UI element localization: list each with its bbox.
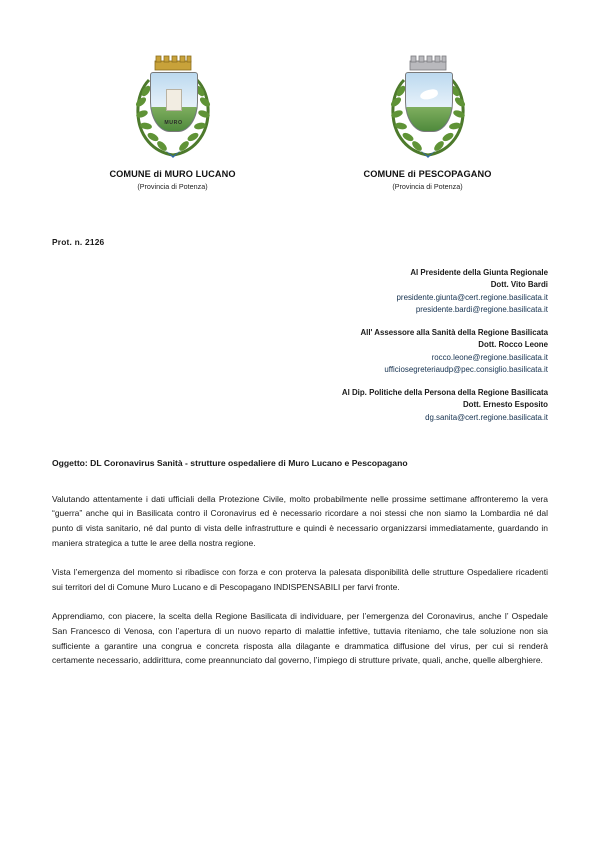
addressee-block [52,267,548,316]
mural-crown-icon [153,55,193,71]
pescopagano-coat-of-arms-icon [382,55,474,160]
protocol-number: Prot. n. 2126 [52,237,105,247]
addressee-email[interactable]: presidente.giunta@cert.regione.basilicata.it [396,292,548,302]
addressee-email[interactable]: presidente.bardi@regione.basilicata.it [415,304,548,314]
addressee-email[interactable]: ufficiosegreteriaudp@pec.consiglio.basilicata.it [384,364,548,374]
comune-title-muro-lucano: COMUNE di MURO LUCANO [109,169,236,179]
addressee-role: Al Dip. Politiche della Persona della Regione Basilicata [341,388,548,397]
addressee-email[interactable]: dg.sanita@cert.regione.basilicata.it [425,412,548,422]
addressee-block [52,327,548,376]
addressee-name: Dott. Rocco Leone [478,340,548,350]
shield [405,72,451,130]
comune-province-muro-lucano: (Provincia di Potenza) [137,182,208,191]
addressee-block [52,387,548,424]
letter-body [52,492,548,668]
muro-lucano-coat-of-arms-icon [127,55,219,160]
body-paragraph: Valutando attentamente i dati ufficiali della Protezione Civile, molto probabilmente nelle prossime settimane affronteremo la vera “guerra” anche qui in Basilicata contro il Coronavirus ed è necessario ricordare a noi stessi che non siamo la Lombardia né dal punto di vista sanitario, né dal punto di vista delle infrastrutture e quindi è necessario organizzarsi immediatamente, guardando in maniera strategica a tutte le aree della nostra regione. [52,493,548,548]
addressee-list [52,267,548,424]
addressee-role: Al Presidente della Giunta Regionale [410,268,548,277]
body-paragraph: Vista l’emergenza del momento si ribadisce con forza e con proterva la palesata disponibilità delle strutture Ospedaliere ricadenti sui territori del di Comune Muro Lucano e di Pescopagano INDISPENSABILI per farvi fronte. [52,567,548,592]
shield [150,72,196,130]
crest-block-muro-lucano [80,55,265,191]
comune-title-pescopagano: COMUNE di PESCOPAGANO [363,169,492,179]
letterhead [52,0,548,191]
addressee-name: Dott. Vito Bardi [490,280,548,290]
addressee-name: Dott. Ernesto Esposito [462,400,548,410]
addressee-role: All' Assessore alla Sanità della Regione Basilicata [360,328,548,337]
crest-block-pescopagano [335,55,520,191]
mural-crown-icon [408,55,448,71]
addressee-email[interactable]: rocco.leone@regione.basilicata.it [431,352,548,362]
comune-province-pescopagano: (Provincia di Potenza) [392,182,463,191]
shield-label: MURO [164,120,183,126]
body-paragraph: Apprendiamo, con piacere, la scelta della Regione Basilicata di individuare, per l’emergenza del Coronavirus, anche l’ Ospedale San Francesco di Venosa, con l’apertura di un nuovo reparto di malattie infettive, tuttavia riteniamo, che tale soluzione non sia sufficiente a garantire una congrua e concreta risposta alla dilagante e drammatica diffusione del virus, per cui si renderà certamente necessario, addirittura, come preannunciato dal governo, l’impiego di strutture private, quali, anche, quelle alberghiere. [52,611,548,666]
subject-line: Oggetto: DL Coronavirus Sanità - strutture ospedaliere di Muro Lucano e Pescopagano [52,457,408,468]
